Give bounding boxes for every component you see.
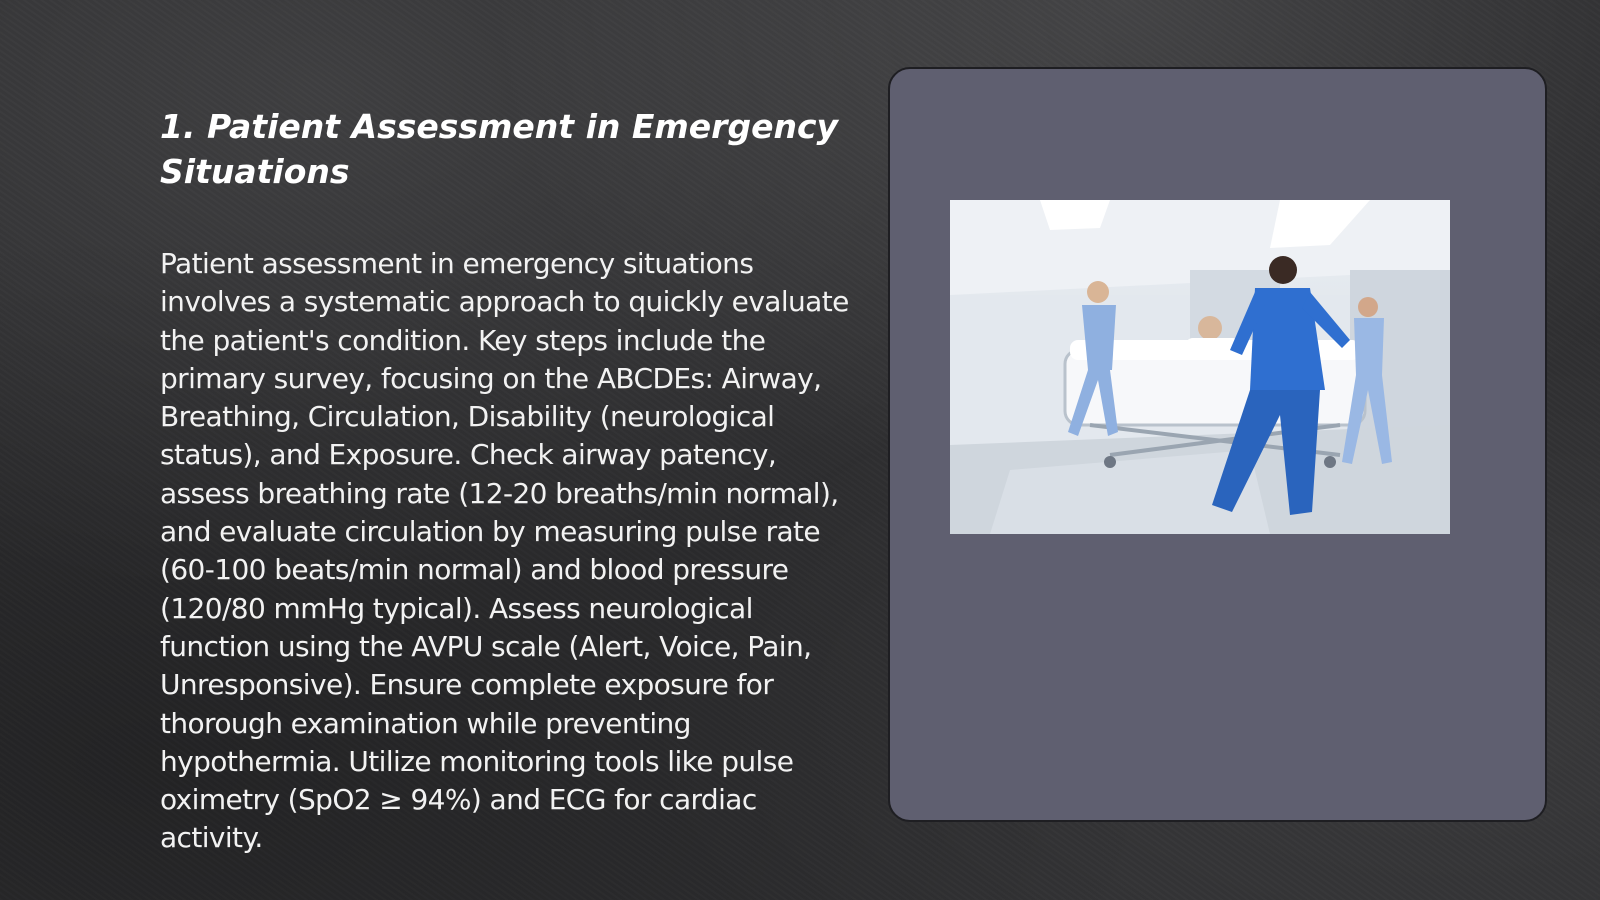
slide-title: 1. Patient Assessment in Emergency Situations [160, 107, 839, 191]
emergency-team-photo [950, 200, 1450, 534]
image-panel [888, 67, 1547, 822]
slide-body-text: Patient assessment in emergency situations involves a systematic approach to quickly evaluate the patient's condition. Key steps include the primary survey, focusing on the ABCDEs: Airway, Breathing, Circulation, Disability (neurological status), and Exposure. Check airway patency, assess breathing rate (12-20 breaths/min normal), and evaluate circulation by measuring pulse rate (60-100 beats/min normal) and blood pressure (120/80 mmHg typical). Assess neurological function using the AVPU scale (Alert, Voice, Pain, Unresponsive). Ensure complete exposure for thorough examination while preventing hypothermia. Utilize monitoring tools like pulse oximetry (SpO2 ≥ 94%) and ECG for cardiac activity. [160, 247, 849, 855]
emergency-team-illustration [950, 200, 1450, 534]
